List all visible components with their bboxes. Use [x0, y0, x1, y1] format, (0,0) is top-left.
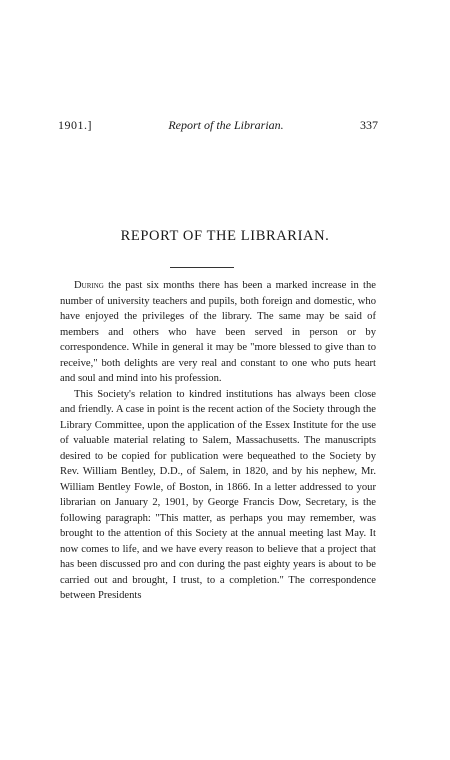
running-head [58, 118, 378, 133]
page-number: 337 [360, 118, 378, 132]
paragraph-1 [60, 278, 376, 387]
paragraph-2 [60, 387, 376, 604]
body-text [60, 278, 376, 604]
running-head-title: Report of the Librarian. [168, 118, 284, 132]
title-rule [170, 267, 234, 268]
paragraph-text: This Society's relation to kindred institutions has always been close and friendly. A case in point is the recent action of the Society through the Library Committee, upon the application of the Essex Institute for the use of valuable material relating to Salem, Massachusetts. The manuscripts desired to be copied for publication were bequeathed to the Society by Rev. William Bentley, D.D., of Salem, in 1820, and by his nephew, Mr. William Bentley Fowle, of Boston, in 1866. In a letter addressed to your librarian on January 2, 1901, by George Francis Dow, Secretary, is the following paragraph: "This matter, as perhaps you may remember, was brought to the attention of this Society at the annual meeting last May. It now comes to life, and we have every reason to believe that a project that has been discussed pro and con during the past eighty years is about to be carried out and brought, I trust, to a completion." The correspondence between Presidents [60, 388, 376, 601]
section-title: REPORT OF THE LIBRARIAN. [120, 228, 330, 244]
running-head-year: 1901.] [58, 118, 92, 132]
paragraph-lead: During [74, 280, 104, 291]
paragraph-text: the past six months there has been a marked increase in the number of university teachers and pupils, both foreign and domestic, who have enjoyed the privileges of the library. The same may be said of members and others who have been served in person or by correspondence. While in general it may be "more blessed to give than to receive," both delights are very real and constant to one who puts heart and soul and mind into his profession. [60, 280, 376, 384]
